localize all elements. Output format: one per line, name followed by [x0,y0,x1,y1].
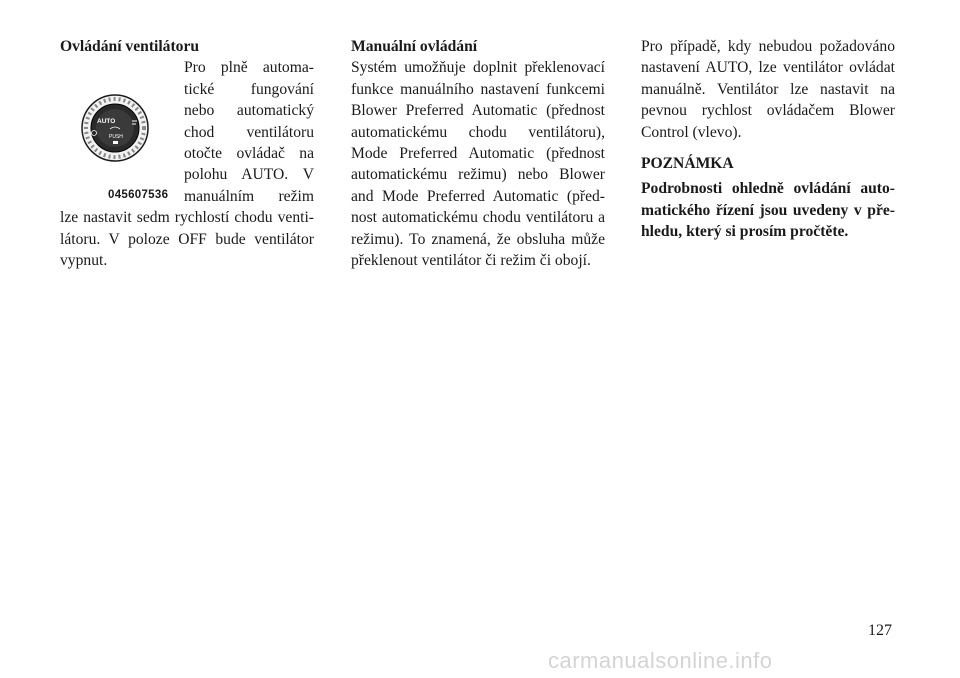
note-body: Podrobnosti ohledně ovládání automatického řízení jsou uvedeny v přehledu, který si prosím pročtěte. [641,180,895,241]
knob-auto-label: AUTO [97,118,116,126]
page-number: 127 [868,622,892,639]
blower-knob-icon [80,93,150,163]
manual-control-paragraph: Systém umožňuje doplnit překlenovací funkce manuálního nastavení funkcemi Blower Preferred Automatic (přednost automatickému chodu ventilátoru), Mode Preferred Automatic (přednost automatickému režimu) nebo Blower and Mode Preferred Automatic (přednost automatickému chodu ventilátoru a režimu). To znamená, že obsluha může překlenout ventilátor či režim či obojí. [351,59,605,270]
section-heading-fan-control: Ovládání ventilátoru [60,38,200,55]
note-title: POZNÁMKA [641,155,734,173]
column-2 [351,36,605,271]
knob-push-label: PUSH [109,134,123,141]
column-3 [641,36,895,243]
section-heading-manual-control: Manuální ovládání [351,38,478,55]
figure-code: 045607536 [108,189,169,202]
manual-fan-paragraph: Pro případě, kdy nebudou požadováno nastavení AUTO, lze ventilátor ovládat manuálně. Ventilátor lze nastavit na pevnou rychlost ovládačem Blower Control (vlevo). [641,38,895,141]
column-1 [60,36,314,271]
watermark: carmanualsonline.info [548,648,773,673]
fan-control-knob-figure [60,57,178,202]
fan-control-paragraph: Pro plně automatické fungování nebo automatický chod ventilátoru otočte ovládač na polohu AUTO. V manuálním režim lze nastavit sedm rychlostí chodu ventilátoru. V poloze OFF bude ventilátor vypnut. [60,59,314,270]
